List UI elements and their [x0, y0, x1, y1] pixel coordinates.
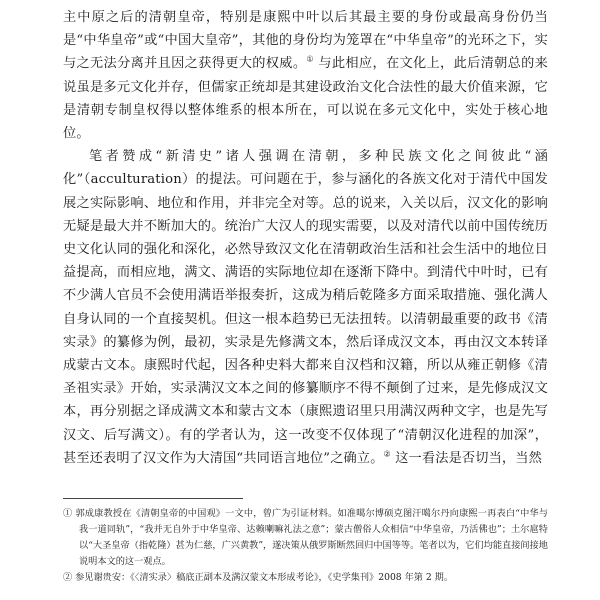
footnote-ref-1[interactable]: ① — [306, 55, 314, 65]
paragraph-1 — [63, 6, 548, 145]
footnote-2: ② 参见谢贵安：《〈清实录〉稿底正副本及满汉蒙文本形成考论》，《史学集刊》2008 年第 2 期。 — [63, 572, 454, 584]
paragraph-2 — [63, 145, 548, 470]
body-text — [63, 6, 548, 470]
footnote-1: ① 郭成康教授在《清朝皇帝的中国观》一文中，曾广为引证材料。如准噶尔博硕克图汗噶尔丹向康熙一再表白“中华与我一道同轨”，“我并无自外于中华皇帝、达赖喇嘛礼法之意”；蒙古僧俗人众相信“中华皇帝，乃活佛也”；土尔扈特以“大圣皇帝（指乾隆）甚为仁慈，广兴黄教”，遂决策从俄罗斯断然回归中国等等。笔者以为，它们均能直接间接地说明本文的这一观点。 — [63, 508, 548, 568]
paragraph-1-text-cont: 与此相应，在文化上，此后清朝总的来说虽是多元文化并存，但儒家正统却是其建设政治文化合法性的最大价值来源，它是清朝专制皇权得以整体维系的根本所在，可以说在多元文化中，实处于核心地位。 — [63, 56, 549, 142]
paragraph-2-text-cont: 这一看法是否切当，当然 — [390, 450, 542, 466]
footnotes — [63, 506, 548, 586]
paragraph-2-text: 笔者赞成“新清史”诸人强调在清朝，多种民族文化之间彼此“涵化”（acculturation）的提法。可问题在于，参与涵化的各族文化对于清代中国发展之实际影响、地位和作用，并非完全对等。总的说来，入关以后，汉文化的影响无疑是最大并不断加大的。统治广大汉人的现实需要，以及对清代以前中国传统历史文化认同的强化和深化，必然导致汉文化在清朝政治生活和社会生活中的地位日益提高，而相应地，满文、满语的实际地位却在逐渐下降中。到清代中叶时，已有不少满人官员不会使用满语举报奏折，这成为稍后乾隆多方面采取措施、强化满人自身认同的一个直接契机。但这一根本趋势已无法扭转。以清朝最重要的政书《清实录》的纂修为例，最初，实录是先修满文本，然后译成汉文本，再由汉文本转译成蒙古文本。康熙时代起，因各种史料大都来自汉档和汉籍，所以从雍正朝修《清圣祖实录》开始，实录满汉文本之间的修纂顺序不得不颠倒了过来，是先修成汉文本，再分别据之译成满文本和蒙古文本（康熙遗诏里只用满汉两种文字，也是先写汉文、后写满文）。有的学者认为，这一改变不仅体现了“清朝汉化进程的加深”，甚至还表明了汉文作为大清国“共同语言地位”之确立。 — [63, 149, 548, 466]
footnote-ref-2[interactable]: ② — [383, 449, 391, 459]
paragraph-1-text: 主中原之后的清朝皇帝，特别是康熙中叶以后其最主要的身份或最高身份仍当是“中华皇帝”或“中国大皇帝”，其他的身份均为笼罩在“中华皇帝”的光环之下，实与之无法分离并且因之获得更大的权威。 — [63, 10, 548, 72]
footnote-divider — [63, 498, 243, 499]
